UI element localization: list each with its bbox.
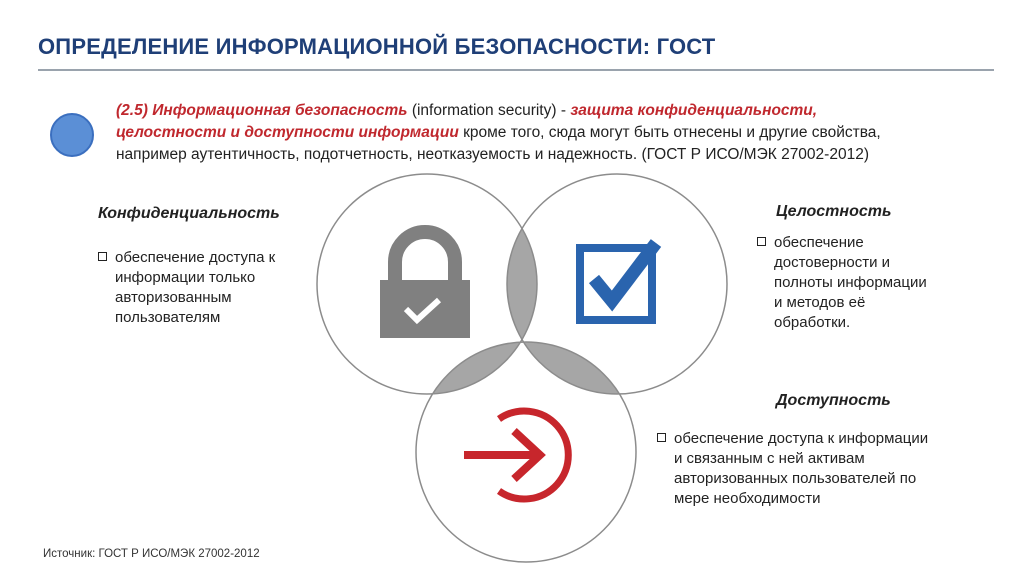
text-line: достоверности и [774, 254, 891, 271]
text-line: полноты информации [774, 274, 927, 291]
text-line: авторизованным [115, 289, 232, 306]
definition-term-en: (information security) - [411, 102, 566, 119]
text-line: авторизованных пользователей по [674, 470, 917, 487]
enter-arrow-icon [464, 411, 568, 499]
text-line: информации только [115, 269, 256, 286]
text-line: мере необходимости [674, 490, 821, 507]
checkbox-bullet-icon [657, 433, 666, 442]
bullet-integrity [757, 233, 927, 333]
page-title: ОПРЕДЕЛЕНИЕ ИНФОРМАЦИОННОЙ БЕЗОПАСНОСТИ: ГОСТ [38, 34, 716, 59]
definition-rest-2: например аутентичность, подотчетность, неотказуемость и надежность. (ГОСТ Р ИСО/МЭК 27002-2012) [116, 146, 869, 163]
heading-integrity: Целостность [776, 203, 892, 220]
definition-rest-1: кроме того, сюда могут быть отнесены и другие свойства, [458, 124, 881, 141]
text-line: обеспечение [774, 234, 864, 251]
definition-term: Информационная безопасность [152, 102, 408, 119]
text-line: и методов её [774, 294, 866, 311]
source-note: Источник: ГОСТ Р ИСО/МЭК 27002-2012 [43, 548, 260, 560]
checkbox-bullet-icon [757, 237, 766, 246]
checkbox-check-icon [580, 243, 656, 320]
definition-ref: (2.5) [116, 102, 148, 119]
bullet-confidentiality [98, 248, 275, 328]
text-line: пользователям [115, 309, 221, 326]
text-line: обработки. [774, 314, 851, 331]
heading-availability: Доступность [776, 392, 891, 409]
heading-confidentiality: Конфиденциальность [98, 205, 280, 222]
definition-highlight-2: целостности и доступности информации [116, 124, 459, 141]
text-line: обеспечение доступа к информации [674, 430, 929, 447]
text-line: обеспечение доступа к [115, 249, 276, 266]
definition-highlight-1: защита конфиденциальности, [570, 102, 818, 119]
checkbox-bullet-icon [98, 252, 107, 261]
padlock-check-icon [380, 232, 470, 338]
bullet-availability [657, 429, 928, 509]
text-line: и связанным с ней активам [674, 450, 865, 467]
